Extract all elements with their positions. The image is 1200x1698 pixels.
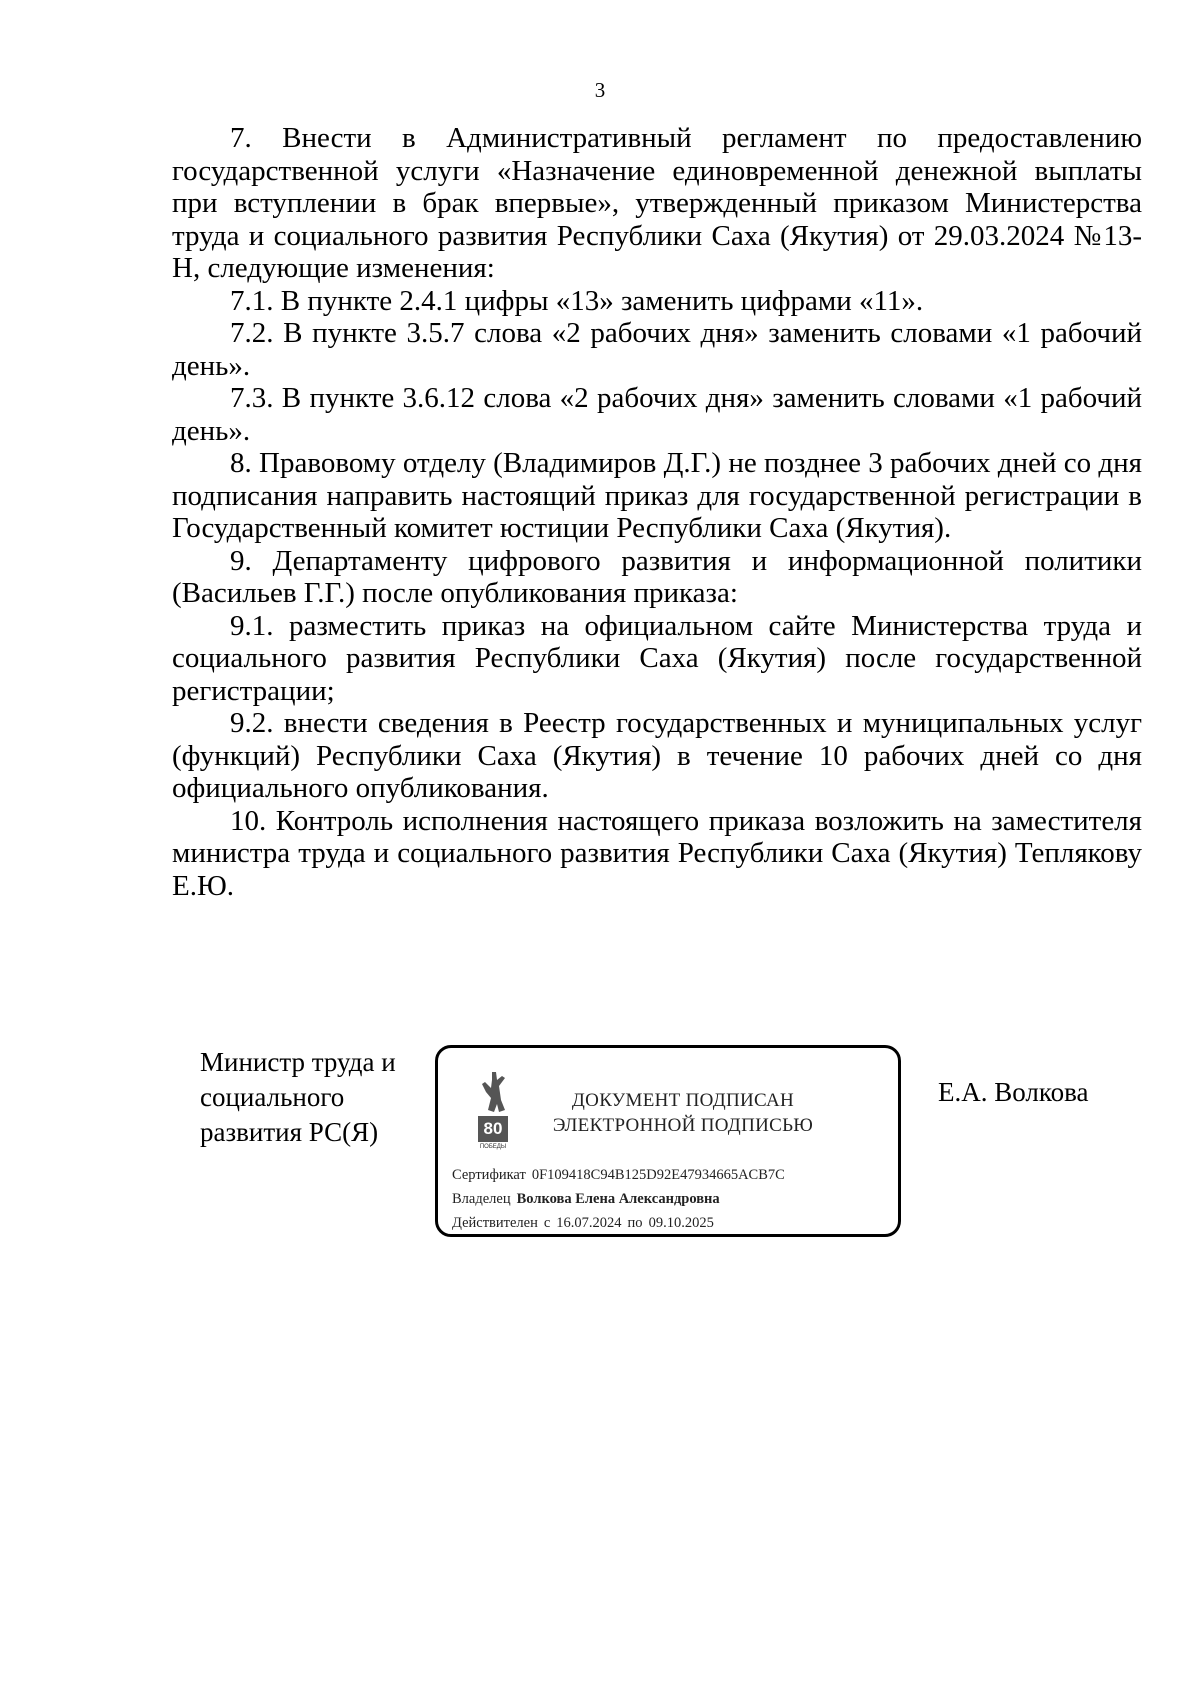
- stamp-validity-line: [452, 1214, 714, 1232]
- valid-label: Действителен: [452, 1215, 538, 1231]
- order-body: [172, 122, 1142, 902]
- signature-block: [0, 1045, 1200, 1245]
- valid-to-prefix: по: [627, 1215, 643, 1231]
- owner-value: Волкова Елена Александровна: [516, 1191, 720, 1207]
- paragraph-10: 10. Контроль исполнения настоящего приказа возложить на заместителя министра труда и социального развития Республики Саха (Якутия) Теплякову Е.Ю.: [172, 804, 1142, 902]
- valid-from: 16.07.2024: [556, 1215, 622, 1231]
- owner-label: Владелец: [452, 1191, 511, 1207]
- signer-name: Е.А. Волкова: [938, 1077, 1089, 1107]
- electronic-signature-stamp: [435, 1045, 901, 1237]
- paragraph-8: 8. Правовому отделу (Владимиров Д.Г.) не позднее 3 рабочих дней со дня подписания направить настоящий приказ для государственной регистрации в Государственный комитет юстиции Республики Саха (Якутия).: [172, 447, 1142, 544]
- paragraph-9-2: 9.2. внести сведения в Реестр государственных и муниципальных услуг (функций) Республики Саха (Якутия) в течение 10 рабочих дней со дня официального опубликования.: [172, 707, 1142, 804]
- signer-position-line: Министр труда и: [200, 1047, 396, 1077]
- emblem-number: 80: [483, 1119, 503, 1138]
- valid-to: 09.10.2025: [648, 1215, 714, 1231]
- stamp-header: [548, 1088, 818, 1138]
- page-number: 3: [594, 78, 606, 102]
- signer-position-line: социального: [200, 1082, 345, 1112]
- paragraph-7-1: 7.1. В пункте 2.4.1 цифры «13» заменить цифрами «11».: [230, 284, 924, 317]
- valid-from-prefix: с: [543, 1215, 551, 1231]
- victory-monument-icon: [472, 1066, 514, 1150]
- stamp-header-line: ЭЛЕКТРОННОЙ ПОДПИСЬЮ: [552, 1115, 814, 1136]
- paragraph-7-2: 7.2. В пункте 3.5.7 слова «2 рабочих дня» заменить словами «1 рабочий день».: [172, 317, 1142, 382]
- stamp-owner-line: [452, 1190, 720, 1208]
- paragraph-7-3: 7.3. В пункте 3.6.12 слова «2 рабочих дня» заменить словами «1 рабочий день».: [172, 382, 1142, 447]
- stamp-certificate-line: [452, 1166, 785, 1184]
- stamp-header-line: ДОКУМЕНТ ПОДПИСАН: [571, 1090, 795, 1111]
- paragraph-9: 9. Департаменту цифрового развития и информационной политики (Васильев Г.Г.) после опубликования приказа:: [172, 544, 1142, 609]
- paragraph-9-1: 9.1. разместить приказ на официальном сайте Министерства труда и социального развития Республики Саха (Якутия) после государственной регистрации;: [172, 609, 1142, 707]
- signer-position: [200, 1045, 430, 1150]
- paragraph-7: 7. Внести в Административный регламент по предоставлению государственной услуги «Назначение единовременной денежной выплаты при вступлении в брак впервые», утвержденный приказом Министерства труда и социального развития Республики Саха (Якутия) от 29.03.2024 №13-Н, следующие изменения:: [172, 122, 1142, 284]
- certificate-label: Сертификат: [452, 1167, 526, 1183]
- emblem-caption: ПОБЕДЫ: [479, 1144, 507, 1150]
- certificate-value: 0F109418C94B125D92E47934665ACB7C: [531, 1167, 785, 1183]
- signer-position-line: развития РС(Я): [200, 1117, 379, 1147]
